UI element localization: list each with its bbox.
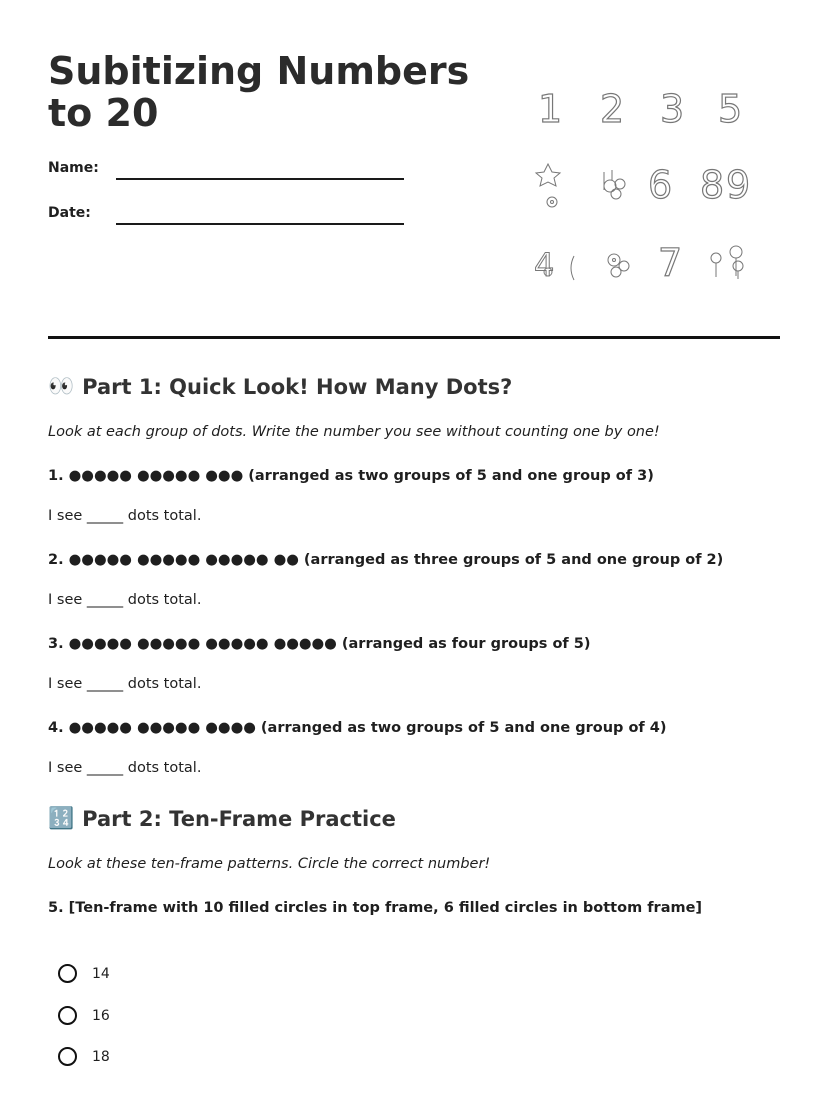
number-clipart-image bbox=[530, 80, 770, 290]
question-1-prompt: 1. ●●●●● ●●●●● ●●● (arranged as two groups of 5 and one group of 3) bbox=[48, 468, 654, 484]
svg-text:4: 4 bbox=[534, 246, 555, 284]
star-doodle bbox=[536, 164, 560, 186]
question-4-answer[interactable]: I see _____ dots total. bbox=[48, 760, 202, 776]
part2-heading-text: Part 2: Ten-Frame Practice bbox=[82, 806, 396, 831]
name-label: Name: bbox=[48, 160, 99, 176]
clipart-digit-2: 2 bbox=[600, 87, 625, 131]
radio-circle[interactable] bbox=[58, 1047, 77, 1066]
question-2-prompt: 2. ●●●●● ●●●●● ●●●●● ●● (arranged as three groups of 5 and one group of 2) bbox=[48, 552, 724, 568]
option-14[interactable] bbox=[58, 964, 110, 983]
option-16[interactable] bbox=[58, 1006, 110, 1025]
question-2-answer[interactable]: I see _____ dots total. bbox=[48, 592, 202, 608]
numbers-icon: 🔢 bbox=[48, 806, 75, 830]
clipart-digit-5: 5 bbox=[718, 87, 743, 131]
option-label: 14 bbox=[92, 965, 110, 982]
question-5-prompt: 5. [Ten-frame with 10 filled circles in top frame, 6 filled circles in bottom frame] bbox=[48, 900, 703, 916]
part2-instruction: Look at these ten-frame patterns. Circle the correct number! bbox=[48, 856, 491, 872]
name-field bbox=[48, 160, 116, 176]
name-write-line[interactable] bbox=[116, 178, 404, 180]
option-label: 18 bbox=[92, 1048, 110, 1065]
clipart-digit-9: 9 bbox=[726, 163, 751, 207]
question-1-answer[interactable]: I see _____ dots total. bbox=[48, 508, 202, 524]
date-write-line[interactable] bbox=[116, 223, 404, 225]
part1-heading bbox=[48, 374, 512, 399]
clipart-digit-1: 1 bbox=[538, 87, 563, 131]
flower-doodle bbox=[547, 197, 557, 207]
part1-heading-text: Part 1: Quick Look! How Many Dots? bbox=[82, 374, 513, 399]
section-divider bbox=[48, 336, 780, 339]
option-18[interactable] bbox=[58, 1047, 110, 1066]
clipart-digit-6: 6 bbox=[648, 163, 673, 207]
option-label: 16 bbox=[92, 1007, 110, 1024]
question-3-answer[interactable]: I see _____ dots total. bbox=[48, 676, 202, 692]
page-title: Subitizing Numbers to 20 bbox=[48, 49, 470, 135]
part1-instruction: Look at each group of dots. Write the number you see without counting one by one! bbox=[48, 424, 660, 440]
radio-circle[interactable] bbox=[58, 964, 77, 983]
part2-heading bbox=[48, 806, 396, 831]
question-4-prompt: 4. ●●●●● ●●●●● ●●●● (arranged as two groups of 5 and one group of 4) bbox=[48, 720, 667, 736]
radio-circle[interactable] bbox=[58, 1006, 77, 1025]
date-field bbox=[48, 205, 116, 221]
clipart-digit-3: 3 bbox=[660, 87, 685, 131]
clipart-digit-8: 8 bbox=[700, 163, 725, 207]
clipart-digit-7: 7 bbox=[658, 241, 683, 285]
date-label: Date: bbox=[48, 205, 91, 221]
eyes-icon: 👀 bbox=[48, 374, 75, 398]
question-3-prompt: 3. ●●●●● ●●●●● ●●●●● ●●●●● (arranged as four groups of 5) bbox=[48, 636, 591, 652]
